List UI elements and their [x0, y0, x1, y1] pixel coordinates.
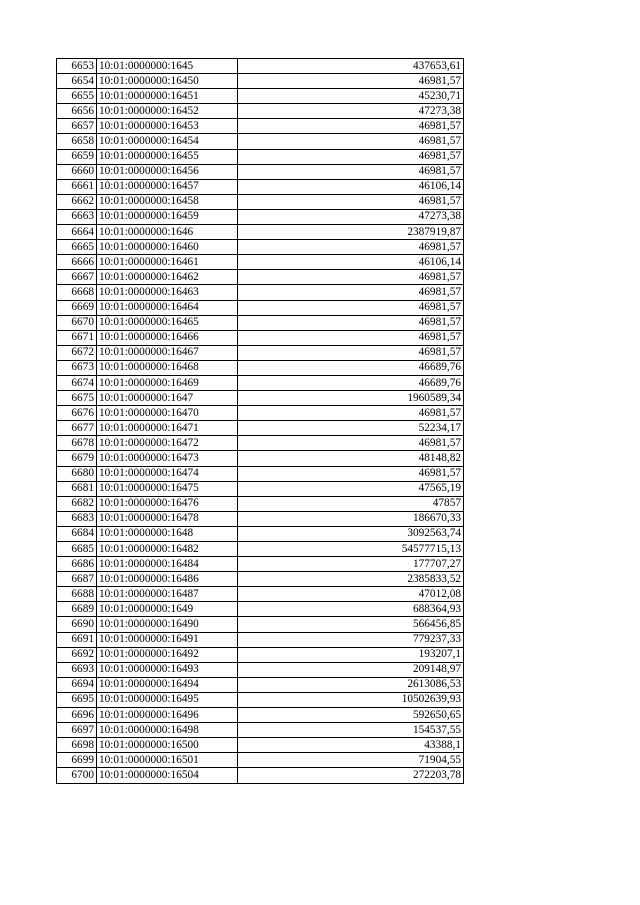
row-number-cell: 6699: [57, 753, 97, 768]
row-number-cell: 6690: [57, 617, 97, 632]
value-cell: 47012,08: [238, 587, 464, 602]
row-number-cell: 6681: [57, 481, 97, 496]
table-row: [57, 421, 464, 436]
table-row: [57, 330, 464, 345]
row-number-cell: 6687: [57, 572, 97, 587]
cadastral-number-cell: 10:01:0000000:16464: [97, 300, 238, 315]
table-body: [57, 59, 464, 784]
cadastral-number-cell: 10:01:0000000:16459: [97, 209, 238, 224]
row-number-cell: 6693: [57, 662, 97, 677]
cadastral-number-cell: 10:01:0000000:16456: [97, 164, 238, 179]
row-number-cell: 6683: [57, 511, 97, 526]
row-number-cell: 6679: [57, 451, 97, 466]
table-row: [57, 602, 464, 617]
cadastral-number-cell: 10:01:0000000:16471: [97, 421, 238, 436]
cadastral-number-cell: 10:01:0000000:16501: [97, 753, 238, 768]
value-cell: 46981,57: [238, 74, 464, 89]
cadastral-number-cell: 10:01:0000000:16469: [97, 375, 238, 390]
value-cell: 2613086,53: [238, 677, 464, 692]
value-cell: 47273,38: [238, 209, 464, 224]
cadastral-number-cell: 10:01:0000000:16468: [97, 360, 238, 375]
row-number-cell: 6678: [57, 436, 97, 451]
table-row: [57, 391, 464, 406]
cadastral-number-cell: 10:01:0000000:16500: [97, 738, 238, 753]
table-row: [57, 119, 464, 134]
value-cell: 193207,1: [238, 647, 464, 662]
row-number-cell: 6700: [57, 768, 97, 783]
value-cell: 46981,57: [238, 345, 464, 360]
row-number-cell: 6653: [57, 59, 97, 74]
row-number-cell: 6666: [57, 255, 97, 270]
cadastral-number-cell: 10:01:0000000:16476: [97, 496, 238, 511]
value-cell: 186670,33: [238, 511, 464, 526]
table-row: [57, 496, 464, 511]
value-cell: 46981,57: [238, 466, 464, 481]
value-cell: 46689,76: [238, 360, 464, 375]
row-number-cell: 6685: [57, 542, 97, 557]
cadastral-value-table: [56, 58, 464, 784]
table-row: [57, 723, 464, 738]
cadastral-number-cell: 10:01:0000000:16472: [97, 436, 238, 451]
row-number-cell: 6698: [57, 738, 97, 753]
value-cell: 566456,85: [238, 617, 464, 632]
cadastral-number-cell: 10:01:0000000:1648: [97, 526, 238, 541]
table-row: [57, 662, 464, 677]
cadastral-number-cell: 10:01:0000000:16478: [97, 511, 238, 526]
table-row: [57, 466, 464, 481]
value-cell: 2387919,87: [238, 225, 464, 240]
cadastral-number-cell: 10:01:0000000:16463: [97, 285, 238, 300]
cadastral-number-cell: 10:01:0000000:16473: [97, 451, 238, 466]
value-cell: 46981,57: [238, 149, 464, 164]
value-cell: 48148,82: [238, 451, 464, 466]
value-cell: 46981,57: [238, 285, 464, 300]
row-number-cell: 6689: [57, 602, 97, 617]
row-number-cell: 6675: [57, 391, 97, 406]
row-number-cell: 6664: [57, 225, 97, 240]
table-row: [57, 451, 464, 466]
value-cell: 46981,57: [238, 300, 464, 315]
cadastral-number-cell: 10:01:0000000:16470: [97, 406, 238, 421]
value-cell: 46981,57: [238, 406, 464, 421]
value-cell: 779237,33: [238, 632, 464, 647]
value-cell: 71904,55: [238, 753, 464, 768]
table-row: [57, 542, 464, 557]
table-row: [57, 768, 464, 783]
row-number-cell: 6656: [57, 104, 97, 119]
cadastral-number-cell: 10:01:0000000:16475: [97, 481, 238, 496]
row-number-cell: 6667: [57, 270, 97, 285]
table-row: [57, 300, 464, 315]
cadastral-number-cell: 10:01:0000000:16458: [97, 194, 238, 209]
cadastral-number-cell: 10:01:0000000:16462: [97, 270, 238, 285]
table-row: [57, 74, 464, 89]
value-cell: 46981,57: [238, 119, 464, 134]
table-row: [57, 240, 464, 255]
value-cell: 46981,57: [238, 134, 464, 149]
value-cell: 52234,17: [238, 421, 464, 436]
row-number-cell: 6674: [57, 375, 97, 390]
value-cell: 46981,57: [238, 240, 464, 255]
row-number-cell: 6655: [57, 89, 97, 104]
table-row: [57, 511, 464, 526]
cadastral-number-cell: 10:01:0000000:16491: [97, 632, 238, 647]
row-number-cell: 6657: [57, 119, 97, 134]
cadastral-number-cell: 10:01:0000000:16453: [97, 119, 238, 134]
table-row: [57, 677, 464, 692]
table-row: [57, 225, 464, 240]
table-row: [57, 481, 464, 496]
table-row: [57, 149, 464, 164]
table-row: [57, 632, 464, 647]
table-row: [57, 209, 464, 224]
value-cell: 54577715,13: [238, 542, 464, 557]
value-cell: 46981,57: [238, 330, 464, 345]
value-cell: 43388,1: [238, 738, 464, 753]
value-cell: 46981,57: [238, 270, 464, 285]
cadastral-number-cell: 10:01:0000000:16465: [97, 315, 238, 330]
value-cell: 10502639,93: [238, 692, 464, 707]
row-number-cell: 6659: [57, 149, 97, 164]
cadastral-number-cell: 10:01:0000000:1649: [97, 602, 238, 617]
table-row: [57, 708, 464, 723]
cadastral-number-cell: 10:01:0000000:16474: [97, 466, 238, 481]
row-number-cell: 6684: [57, 526, 97, 541]
value-cell: 47565,19: [238, 481, 464, 496]
table-row: [57, 375, 464, 390]
cadastral-number-cell: 10:01:0000000:16457: [97, 179, 238, 194]
table-row: [57, 406, 464, 421]
row-number-cell: 6673: [57, 360, 97, 375]
row-number-cell: 6669: [57, 300, 97, 315]
row-number-cell: 6682: [57, 496, 97, 511]
table-row: [57, 738, 464, 753]
cadastral-number-cell: 10:01:0000000:16454: [97, 134, 238, 149]
cadastral-number-cell: 10:01:0000000:16467: [97, 345, 238, 360]
table-row: [57, 270, 464, 285]
table-row: [57, 587, 464, 602]
cadastral-number-cell: 10:01:0000000:16460: [97, 240, 238, 255]
row-number-cell: 6677: [57, 421, 97, 436]
row-number-cell: 6654: [57, 74, 97, 89]
row-number-cell: 6662: [57, 194, 97, 209]
cadastral-number-cell: 10:01:0000000:16461: [97, 255, 238, 270]
cadastral-number-cell: 10:01:0000000:16455: [97, 149, 238, 164]
table-row: [57, 360, 464, 375]
value-cell: 154537,55: [238, 723, 464, 738]
row-number-cell: 6665: [57, 240, 97, 255]
value-cell: 592650,65: [238, 708, 464, 723]
cadastral-number-cell: 10:01:0000000:16504: [97, 768, 238, 783]
row-number-cell: 6671: [57, 330, 97, 345]
table-row: [57, 572, 464, 587]
table-row: [57, 59, 464, 74]
table-row: [57, 436, 464, 451]
table-row: [57, 164, 464, 179]
value-cell: 1960589,34: [238, 391, 464, 406]
value-cell: 46981,57: [238, 194, 464, 209]
table-row: [57, 345, 464, 360]
value-cell: 47857: [238, 496, 464, 511]
table-row: [57, 617, 464, 632]
row-number-cell: 6696: [57, 708, 97, 723]
table-row: [57, 179, 464, 194]
row-number-cell: 6680: [57, 466, 97, 481]
value-cell: 46689,76: [238, 375, 464, 390]
row-number-cell: 6697: [57, 723, 97, 738]
row-number-cell: 6676: [57, 406, 97, 421]
row-number-cell: 6694: [57, 677, 97, 692]
value-cell: 272203,78: [238, 768, 464, 783]
cadastral-number-cell: 10:01:0000000:16498: [97, 723, 238, 738]
row-number-cell: 6695: [57, 692, 97, 707]
cadastral-number-cell: 10:01:0000000:1646: [97, 225, 238, 240]
value-cell: 46106,14: [238, 179, 464, 194]
table-row: [57, 134, 464, 149]
cadastral-number-cell: 10:01:0000000:1645: [97, 59, 238, 74]
cadastral-number-cell: 10:01:0000000:16495: [97, 692, 238, 707]
row-number-cell: 6658: [57, 134, 97, 149]
cadastral-number-cell: 10:01:0000000:16490: [97, 617, 238, 632]
table-row: [57, 526, 464, 541]
value-cell: 47273,38: [238, 104, 464, 119]
cadastral-number-cell: 10:01:0000000:16486: [97, 572, 238, 587]
row-number-cell: 6668: [57, 285, 97, 300]
cadastral-number-cell: 10:01:0000000:16487: [97, 587, 238, 602]
row-number-cell: 6660: [57, 164, 97, 179]
row-number-cell: 6663: [57, 209, 97, 224]
row-number-cell: 6661: [57, 179, 97, 194]
row-number-cell: 6692: [57, 647, 97, 662]
row-number-cell: 6672: [57, 345, 97, 360]
cadastral-number-cell: 10:01:0000000:16466: [97, 330, 238, 345]
value-cell: 46106,14: [238, 255, 464, 270]
value-cell: 45230,71: [238, 89, 464, 104]
cadastral-number-cell: 10:01:0000000:16492: [97, 647, 238, 662]
table-row: [57, 557, 464, 572]
value-cell: 209148,97: [238, 662, 464, 677]
table-row: [57, 255, 464, 270]
table-row: [57, 89, 464, 104]
table-row: [57, 315, 464, 330]
value-cell: 437653,61: [238, 59, 464, 74]
value-cell: 688364,93: [238, 602, 464, 617]
cadastral-number-cell: 10:01:0000000:16484: [97, 557, 238, 572]
cadastral-number-cell: 10:01:0000000:16452: [97, 104, 238, 119]
row-number-cell: 6691: [57, 632, 97, 647]
value-cell: 2385833,52: [238, 572, 464, 587]
value-cell: 46981,57: [238, 164, 464, 179]
cadastral-number-cell: 10:01:0000000:16451: [97, 89, 238, 104]
cadastral-number-cell: 10:01:0000000:16494: [97, 677, 238, 692]
table-row: [57, 692, 464, 707]
cadastral-number-cell: 10:01:0000000:1647: [97, 391, 238, 406]
table-row: [57, 194, 464, 209]
table-row: [57, 753, 464, 768]
table-row: [57, 104, 464, 119]
cadastral-number-cell: 10:01:0000000:16496: [97, 708, 238, 723]
cadastral-number-cell: 10:01:0000000:16493: [97, 662, 238, 677]
cadastral-number-cell: 10:01:0000000:16450: [97, 74, 238, 89]
cadastral-number-cell: 10:01:0000000:16482: [97, 542, 238, 557]
row-number-cell: 6670: [57, 315, 97, 330]
table-row: [57, 285, 464, 300]
row-number-cell: 6688: [57, 587, 97, 602]
value-cell: 46981,57: [238, 315, 464, 330]
value-cell: 3092563,74: [238, 526, 464, 541]
row-number-cell: 6686: [57, 557, 97, 572]
value-cell: 46981,57: [238, 436, 464, 451]
table-row: [57, 647, 464, 662]
value-cell: 177707,27: [238, 557, 464, 572]
